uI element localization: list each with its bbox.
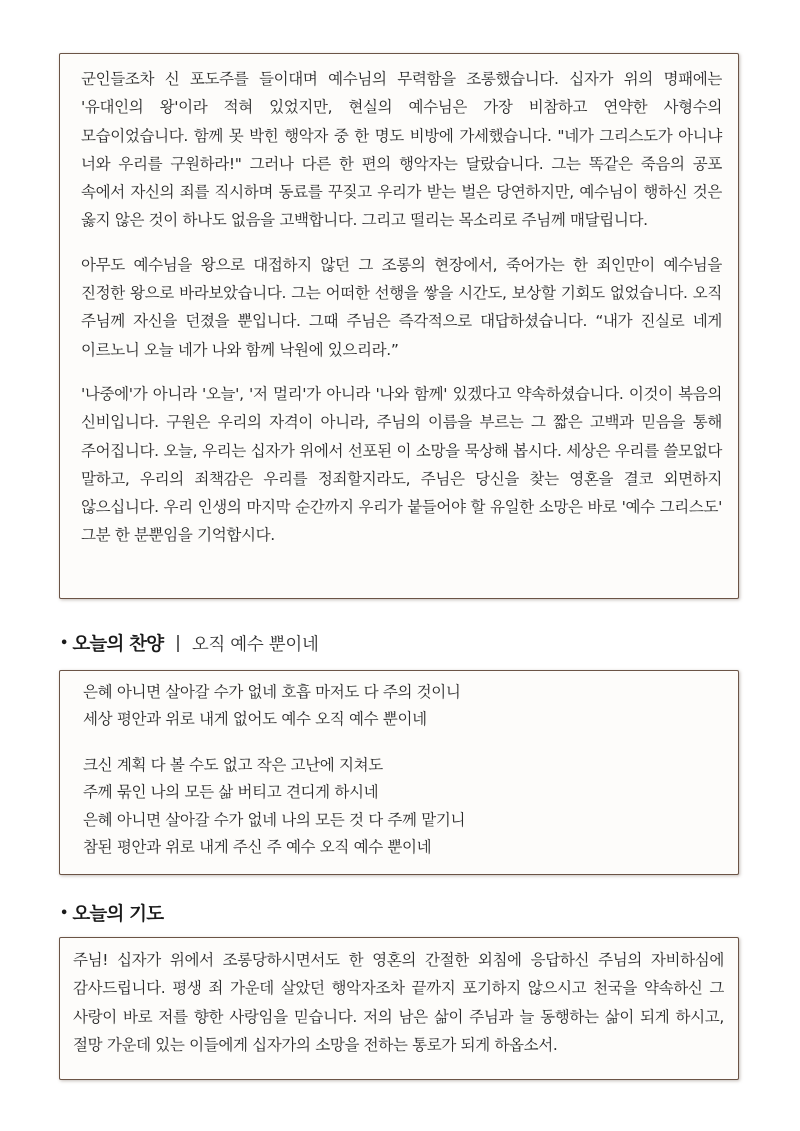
- reflection-paragraph-3: '나중에'가 아니라 '오늘', '저 멀리'가 아니라 '나와 함께' 있겠다고 약속하셨습니다. 이것이 복음의 신비입니다. 구원은 우리의 자격이 아니라, 주님의 이름을 부르는 그 짧은 고백과 믿음을 통해 주어집니다. 오늘, 우리는 십자가 위에서 선포된 이 소망을 묵상해 봅시다. 세상은 우리를 쓸모없다 말하고, 우리의 죄책감은 우리를 정죄할지라도, 주님은 당신을 찾는 영혼을 결코 외면하지 않으십니다. 우리 인생의 마지막 순간까지 우리가 붙들어야 할 유일한 소망은 바로 '예수 그리스도' 그분 한 분뿐임을 기억합시다.: [81, 384, 722, 545]
- hymn-heading: [60, 628, 319, 658]
- hymn-bullet: •: [60, 635, 69, 651]
- prayer-section-title: 오늘의 기도: [72, 904, 164, 925]
- reflection-paragraph-2: 아무도 예수님을 왕으로 대접하지 않던 그 조롱의 현장에서, 죽어가는 한 죄인만이 예수님을 진정한 왕으로 바라보았습니다. 그는 어떠한 선행을 쌓을 시간도, 보상할 기회도 없었습니다. 오직 주님께 자신을 던졌을 뿐입니다. 그때 주님은 즉각적으로 대답하셨습니다. “내가 진실로 네게 이르노니 오늘 네가 나와 함께 낙원에 있으리라.”: [81, 255, 722, 359]
- lyric-line: 세상 평안과 위로 내게 없어도 예수 오직 예수 뿐이네: [83, 710, 427, 729]
- lyric-line: 크신 계획 다 볼 수도 없고 작은 고난에 지쳐도: [83, 755, 383, 774]
- hymn-section-title: 오늘의 찬양: [72, 634, 164, 655]
- prayer-heading: [60, 898, 163, 928]
- heading-divider: [177, 635, 179, 652]
- reflection-paragraph-1: 군인들조차 신 포도주를 들이대며 예수님의 무력함을 조롱했습니다. 십자가 위의 명패에는 '유대인의 왕'이라 적혀 있었지만, 현실의 예수님은 가장 비참하고 연약한 사형수의 모습이었습니다. 함께 못 박힌 행악자 중 한 명도 비방에 가세했습니다. "네가 그리스도가 아니냐 너와 우리를 구원하라!" 그러나 다른 한 편의 행악자는 달랐습니다. 그는 똑같은 죽음의 공포 속에서 자신의 죄를 직시하며 동료를 꾸짖고 우리가 받는 벌은 당연하지만, 예수님이 행하신 것은 옳지 않은 것이 하나도 없음을 고백합니다. 그리고 떨리는 목소리로 주님께 매달립니다.: [81, 70, 722, 230]
- prayer-text: 주님! 십자가 위에서 조롱당하시면서도 한 영혼의 간절한 외침에 응답하신 주님의 자비하심에 감사드립니다. 평생 죄 가운데 살았던 행악자조차 끝까지 포기하지 않으시고 천국을 약속하신 그 사랑이 바로 저를 향한 사랑임을 믿습니다. 저의 남은 삶이 주님과 늘 동행하는 삶이 되게 하시고, 절망 가운데 있는 이들에게 십자가의 소망을 전하는 통로가 되게 하옵소서.: [73, 951, 724, 1054]
- hymn-stanza-2: [83, 752, 722, 862]
- hymn-lyrics-box: [59, 670, 739, 875]
- lyric-line: 은혜 아니면 살아갈 수가 없네 호흡 마저도 다 주의 것이니: [83, 683, 461, 701]
- lyric-line: 참된 평안과 위로 내게 주신 주 예수 오직 예수 뿐이네: [83, 838, 432, 857]
- prayer-box: [59, 937, 739, 1080]
- hymn-stanza-1: [83, 679, 722, 734]
- prayer-bullet: •: [60, 905, 69, 921]
- hymn-song-title: 오직 예수 뿐이네: [191, 634, 319, 655]
- lyric-line: 주께 묶인 나의 모든 삶 버티고 견디게 하시네: [83, 783, 379, 802]
- lyric-line: 은혜 아니면 살아갈 수가 없네 나의 모든 것 다 주께 맡기니: [83, 810, 466, 829]
- reflection-box: [59, 53, 739, 599]
